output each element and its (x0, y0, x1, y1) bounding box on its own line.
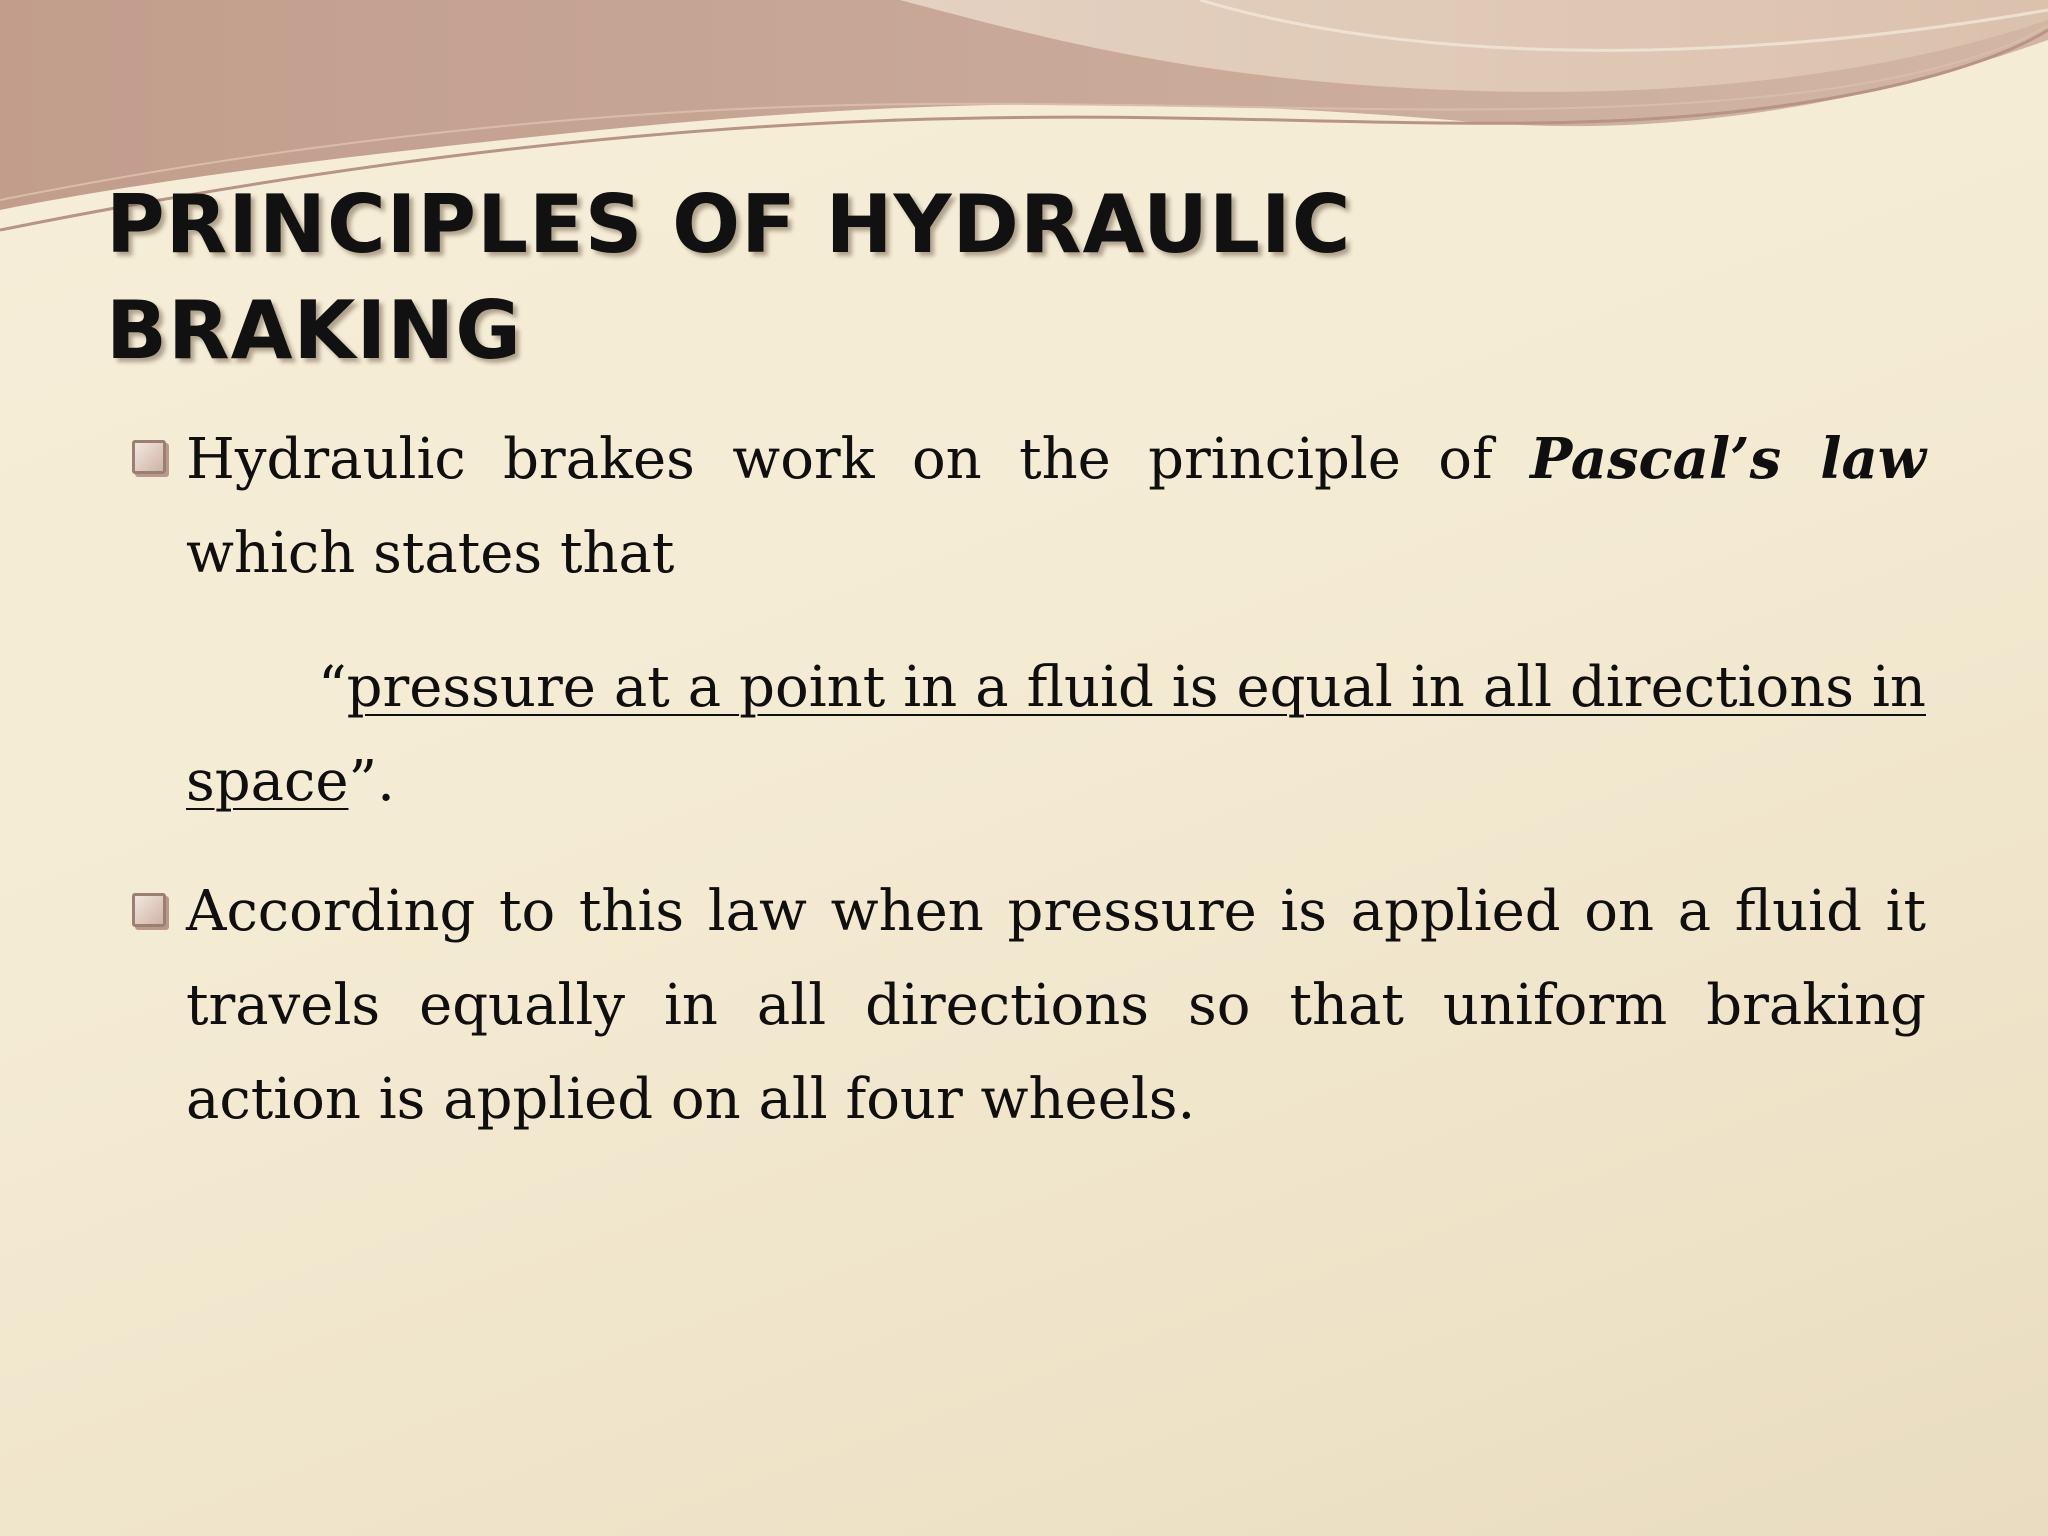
hollow-square-bullet-icon (132, 440, 166, 474)
bullet-2-text: According to this law when pressure is applied on a fluid it travels equally in all directions so that uniform braking action is applied on all four wheels. (186, 879, 1926, 1132)
quote-close-mark: ”. (348, 749, 395, 814)
bullet-pascals-law (130, 412, 1926, 601)
slide-title (106, 172, 1806, 384)
quote-text: pressure at a point in a fluid is equal in all directions in space (186, 655, 1926, 814)
slide-content (130, 412, 1926, 1147)
bullet-uniform-braking (130, 865, 1926, 1147)
slide-title-line-2: BRAKING (106, 284, 522, 377)
slide-title-line-1: PRINCIPLES OF HYDRAULIC (106, 178, 1352, 271)
quote-open-mark: “ (318, 655, 347, 720)
bullet-1-text-part1: Hydraulic brakes work on the principle of (186, 427, 1531, 492)
bullet-1-emphasis: Pascal’s law (1530, 426, 1927, 492)
pascals-law-quote (130, 641, 1926, 829)
bullet-1-text-part2: which states that (186, 521, 675, 586)
hollow-square-bullet-icon (132, 893, 166, 927)
